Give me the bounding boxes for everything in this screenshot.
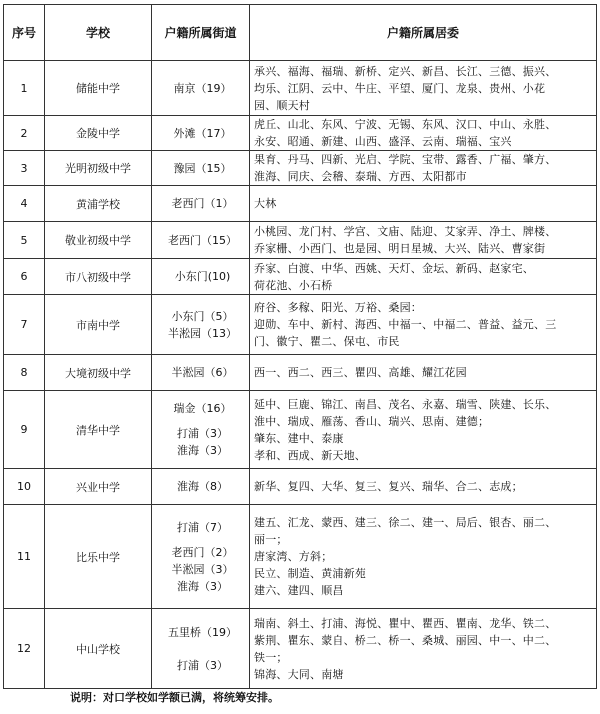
- community-line: 荷花池、小石桥: [254, 278, 333, 292]
- school-name: 兴业中学: [45, 469, 152, 505]
- school-name: 储能中学: [45, 61, 152, 116]
- table-row: [4, 186, 597, 222]
- school-name: 黄浦学校: [45, 186, 152, 222]
- street-line: 半淞园（13）: [168, 326, 237, 340]
- community-line: 虎丘、山北、东风、宁波、无锡、东风、汉口、中山、永胜、: [254, 118, 557, 131]
- street-line: 五里桥（19）: [168, 625, 237, 639]
- school-name: 中山学校: [45, 609, 152, 689]
- community-line: 门、徽宁、瞿二、保屯、市民: [254, 335, 400, 348]
- community-line: 延中、巨鹿、锦江、南昌、茂名、永嘉、瑞雪、陕建、长乐、: [254, 397, 557, 411]
- row-index: 12: [4, 609, 45, 689]
- school-name: 敬业初级中学: [45, 222, 152, 259]
- school-name: 大境初级中学: [45, 355, 152, 391]
- community-line: 果育、丹马、四新、光启、学院、宝带、露香、广福、肇方、: [254, 153, 557, 166]
- street-line: [156, 536, 249, 544]
- school-district-table: [3, 4, 597, 689]
- row-index: 11: [4, 505, 45, 609]
- footnote: 说明：对口学校如学额已满，将统筹安排。: [70, 691, 279, 704]
- street-cell: [152, 469, 250, 505]
- community-cell: [250, 355, 597, 391]
- community-line: 民立、制造、黄浦新苑: [254, 567, 366, 580]
- school-name: 市八初级中学: [45, 259, 152, 295]
- community-line: 建五、汇龙、蒙西、建三、徐二、建一、局后、银杏、丽二、: [254, 516, 557, 529]
- street-line: 打浦（3）: [177, 658, 228, 672]
- table-row: [4, 355, 597, 391]
- community-line: 孝和、西成、新天地、: [254, 448, 366, 462]
- community-line: 乔家栅、小西门、也是园、明日星城、大兴、陆兴、曹家街: [254, 242, 546, 255]
- community-line: 西一、西二、西三、瞿四、高雄、耀江花园: [254, 366, 467, 379]
- street-line: 打浦（3）: [177, 427, 228, 440]
- table-row: [4, 222, 597, 259]
- street-line: 小东门（5）: [171, 309, 234, 323]
- table-row: [4, 469, 597, 505]
- table-row: [4, 259, 597, 295]
- row-index: 8: [4, 355, 45, 391]
- community-line: 肇东、建中、泰康: [254, 431, 344, 445]
- street-line: 豫园（15）: [173, 161, 232, 175]
- header-index: 序号: [4, 5, 45, 61]
- row-index: 9: [4, 391, 45, 469]
- community-line: 永安、昭通、新建、山西、盛泽、云南、瑞福、宝兴: [254, 135, 512, 148]
- street-line: 老西门（2）: [171, 545, 234, 559]
- community-cell: [250, 505, 597, 609]
- street-line: [156, 641, 249, 649]
- row-index: 6: [4, 259, 45, 295]
- community-line: 锦海、大同、南塘: [254, 667, 344, 681]
- row-index: 2: [4, 116, 45, 151]
- street-cell: [152, 295, 250, 355]
- street-line: 瑞金（16）: [173, 402, 232, 415]
- header-community: 户籍所属居委: [250, 5, 597, 61]
- street-cell: [152, 186, 250, 222]
- community-cell: [250, 259, 597, 295]
- community-line: 淮中、瑞成、雁荡、香山、瑞兴、思南、建德；: [254, 414, 490, 428]
- street-cell: [152, 222, 250, 259]
- community-cell: [250, 61, 597, 116]
- community-line: 大林: [254, 197, 277, 210]
- community-line: 淮海、同庆、会稽、泰瑞、方西、太阳都市: [254, 170, 467, 183]
- community-line: 瑞南、斜土、打浦、海悦、瞿中、瞿西、瞿南、龙华、铁二、: [254, 616, 557, 630]
- street-line: 老西门（1）: [171, 197, 234, 210]
- street-line: 小东门(10): [174, 270, 231, 283]
- community-line: 府谷、多稼、阳光、万裕、桑园：: [254, 301, 422, 314]
- community-cell: [250, 186, 597, 222]
- street-line: 半淞园（3）: [171, 562, 234, 576]
- street-line: 老西门（15）: [168, 233, 237, 247]
- street-cell: [152, 151, 250, 186]
- community-line: 新华、复四、大华、复三、复兴、瑞华、合二、志成；: [254, 480, 523, 493]
- community-line: 建六、建四、顺昌: [254, 584, 344, 597]
- street-cell: [152, 609, 250, 689]
- table-row: [4, 61, 597, 116]
- community-line: 均乐、江阴、云中、牛庄、平望、厦门、龙泉、贵州、小花: [254, 81, 546, 95]
- street-cell: [152, 259, 250, 295]
- street-cell: [152, 61, 250, 116]
- community-cell: [250, 391, 597, 469]
- school-name: 市南中学: [45, 295, 152, 355]
- school-name: 光明初级中学: [45, 151, 152, 186]
- street-line: 淮海（3）: [177, 579, 228, 593]
- community-line: 丽一；: [254, 533, 288, 546]
- community-line: 园、顺天村: [254, 98, 310, 112]
- community-line: 铁一；: [254, 650, 288, 664]
- row-index: 5: [4, 222, 45, 259]
- header-street: 户籍所属街道: [152, 5, 250, 61]
- school-name: 比乐中学: [45, 505, 152, 609]
- street-line: [156, 649, 249, 657]
- table-row: [4, 505, 597, 609]
- street-cell: [152, 116, 250, 151]
- street-cell: [152, 355, 250, 391]
- row-index: 4: [4, 186, 45, 222]
- community-cell: [250, 222, 597, 259]
- row-index: 7: [4, 295, 45, 355]
- school-name: 金陵中学: [45, 116, 152, 151]
- street-cell: [152, 505, 250, 609]
- community-cell: [250, 151, 597, 186]
- street-line: 打浦（7）: [177, 520, 228, 534]
- street-line: 半淞园（6）: [171, 366, 234, 379]
- table-row: [4, 151, 597, 186]
- street-line: 淮海（8）: [177, 480, 228, 493]
- table-row: [4, 116, 597, 151]
- community-line: 迎勋、车中、新村、海西、中福一、中福二、普益、益元、三: [254, 318, 557, 331]
- row-index: 1: [4, 61, 45, 116]
- community-line: 乔家、白渡、中华、西姚、天灯、金坛、新码、赵家宅、: [254, 261, 534, 275]
- street-cell: [152, 391, 250, 469]
- row-index: 10: [4, 469, 45, 505]
- community-cell: [250, 609, 597, 689]
- community-line: 唐家湾、方斜；: [254, 550, 333, 563]
- table-row: [4, 391, 597, 469]
- community-cell: [250, 116, 597, 151]
- row-index: 3: [4, 151, 45, 186]
- street-line: 南京（19）: [173, 81, 232, 95]
- school-name: 清华中学: [45, 391, 152, 469]
- street-line: 淮海（3）: [177, 444, 228, 457]
- table-row: [4, 295, 597, 355]
- community-line: 承兴、福海、福瑞、新桥、定兴、新昌、长江、三德、振兴、: [254, 64, 557, 78]
- street-line: 外滩（17）: [173, 126, 232, 140]
- table-header-row: [4, 5, 597, 61]
- street-line: [156, 417, 249, 425]
- community-line: 小桃园、龙门村、学宫、文庙、陆迎、艾家弄、净土、牌楼、: [254, 225, 557, 238]
- community-line: 紫荆、瞿东、蒙自、桥二、桥一、桑城、丽园、中一、中二、: [254, 633, 557, 647]
- community-cell: [250, 295, 597, 355]
- table-row: [4, 609, 597, 689]
- header-school: 学校: [45, 5, 152, 61]
- community-cell: [250, 469, 597, 505]
